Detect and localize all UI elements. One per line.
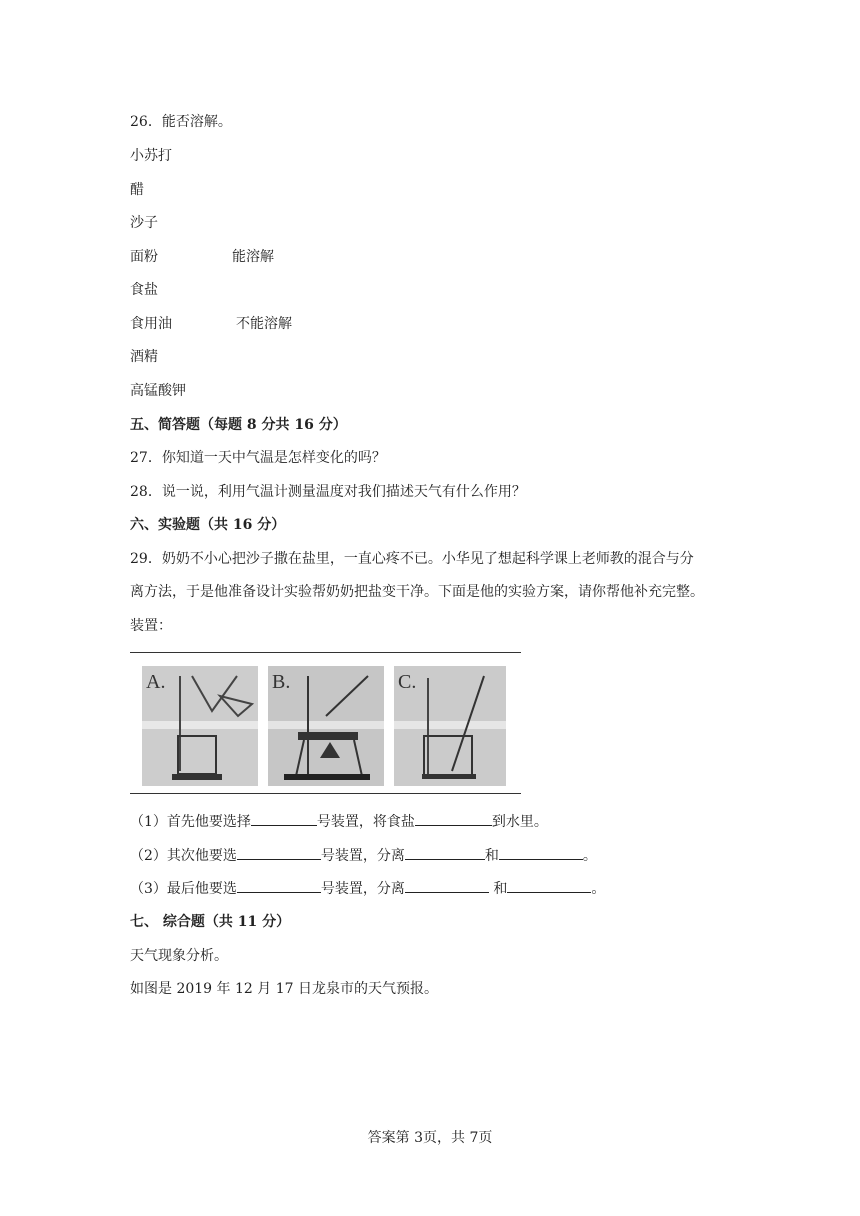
step-2-text: 和 [484,848,499,864]
answer-blank[interactable] [415,811,492,826]
panel-label: B. [272,671,291,693]
page-footer: 答案第 3页，共 7页 [367,1130,493,1146]
step-2-text: 号装置，分离 [320,848,405,864]
q26-item: 食用油 [130,316,172,332]
step-3-text: （3）最后他要选 [130,881,237,897]
section7-text: 天气现象分析。 [130,948,228,964]
q29-text-line1: 29．奶奶不小心把沙子撒在盐里，一直心疼不已。小华见了想起科学课上老师教的混合与分 [130,551,694,567]
section5-heading: 五、简答题（每题 8 分共 16 分） [130,417,347,433]
q26-item: 酒精 [130,349,158,365]
pouring-apparatus-icon [394,666,506,786]
q26-item: 面粉 [130,249,158,265]
evaporating-apparatus-icon [268,666,384,786]
can-dissolve-label: 能溶解 [232,249,274,265]
apparatus-label: 装置： [130,618,172,634]
figure-bottom-rule [130,793,521,794]
q26-item: 食盐 [130,282,158,298]
q26-item: 小苏打 [130,148,172,164]
q28-text: 28．说一说，利用气温计测量温度对我们描述天气有什么作用？ [130,484,526,500]
step-1-text: 号装置，将食盐 [316,814,415,830]
step-2 [130,845,597,866]
answer-blank[interactable] [237,878,321,893]
apparatus-panel-b [268,666,384,786]
panel-label: A. [146,671,166,693]
answer-blank[interactable] [251,811,317,826]
step-3-text: 和 [488,881,508,897]
step-2-text: 。 [582,848,597,864]
step-1-text: 到水里。 [491,814,548,830]
q26-item: 醋 [130,182,144,198]
cannot-dissolve-label: 不能溶解 [236,316,292,332]
answer-blank[interactable] [507,878,591,893]
answer-blank[interactable] [237,845,321,860]
step-1 [130,811,548,832]
q27-text: 27．你知道一天中气温是怎样变化的吗？ [130,450,386,466]
q26-item: 沙子 [130,215,158,231]
panel-label: C. [398,671,417,693]
q29-text-line2: 离方法，于是他准备设计实验帮奶奶把盐变干净。下面是他的实验方案，请你帮他补充完整。 [130,584,704,600]
dissolving-apparatus-icon [142,666,258,786]
answer-blank[interactable] [405,845,485,860]
section7-heading: 七、 综合题（共 11 分） [130,914,291,930]
figure-top-rule [130,652,521,653]
step-1-text: （1）首先他要选择 [130,814,251,830]
step-3-text: 号装置，分离 [320,881,405,897]
apparatus-panel-c [394,666,506,786]
section7-text: 如图是 2019 年 12 月 17 日龙泉市的天气预报。 [130,981,438,997]
q26-title: 26．能否溶解。 [130,114,232,130]
apparatus-panel-a [142,666,258,786]
answer-blank[interactable] [499,845,583,860]
q26-item: 高锰酸钾 [130,383,186,399]
step-3-text: 。 [591,881,606,897]
step-2-text: （2）其次他要选 [130,848,237,864]
answer-blank[interactable] [405,878,489,893]
step-3 [130,878,605,899]
section6-heading: 六、实验题（共 16 分） [130,517,286,533]
